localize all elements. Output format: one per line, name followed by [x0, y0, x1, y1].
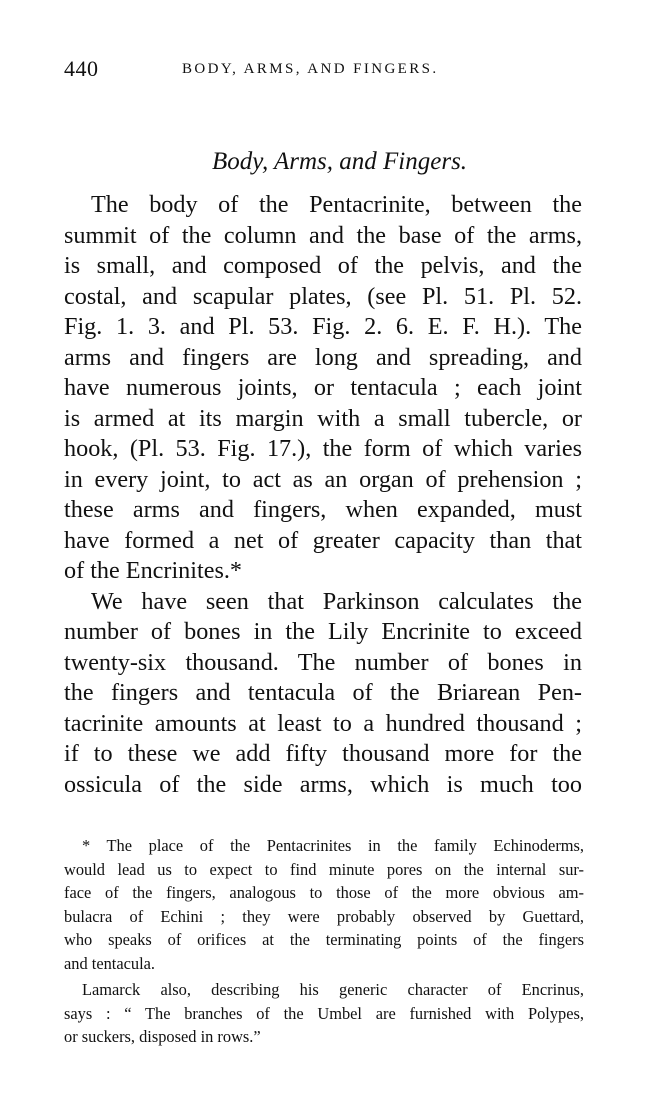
text-line: have formed a net of greater capacity than that: [64, 526, 582, 554]
footnotes: [64, 834, 584, 1049]
text-line: We have seen that Parkinson calculates the: [91, 587, 582, 615]
footnote-line: or suckers, disposed in rows.”: [64, 1027, 261, 1046]
footnote-line: face of the fingers, analogous to those of the more obvious am-: [64, 883, 584, 902]
text-line: is small, and composed of the pelvis, and the: [64, 252, 582, 279]
text-line: these arms and fingers, when expanded, must: [64, 496, 582, 523]
footnote-line: who speaks of orifices at the terminating points of the fingers: [64, 930, 584, 949]
text-line: hook, (Pl. 53. Fig. 17.), the form of which varies: [64, 435, 582, 462]
text-line: costal, and scapular plates, (see Pl. 51. Pl. 52.: [64, 282, 582, 310]
text-line: have numerous joints, or tentacula ; each joint: [64, 374, 582, 401]
text-line: summit of the column and the base of the arms,: [64, 221, 582, 249]
text-line: if to these we add fifty thousand more for the: [64, 740, 582, 767]
section-title: Body, Arms, and Fingers.: [211, 148, 468, 175]
text-line: The body of the Pentacrinite, between the: [91, 191, 582, 218]
footnote-line: and tentacula.: [64, 953, 156, 973]
text-line: arms and fingers are long and spreading, and: [64, 343, 582, 371]
footnote-line: bulacra of Echini ; they were probably observed by Guettard,: [64, 906, 584, 926]
text-line: in every joint, to act as an organ of prehension ;: [64, 465, 582, 493]
text-line: tacrinite amounts at least to a hundred thousand ;: [64, 709, 582, 737]
running-head: BODY, ARMS, AND FINGERS.: [182, 61, 439, 77]
footnote-line: Lamarck also, describing his generic character of Encrinus,: [82, 980, 584, 999]
footnote-line: would lead us to expect to find minute pores on the internal sur-: [64, 859, 584, 879]
text-line: ossicula of the side arms, which is much too: [64, 770, 582, 798]
footnote-line: * The place of the Pentacrinites in the family Echinoderms,: [82, 836, 584, 855]
main-text: [64, 190, 582, 800]
text-line: twenty-six thousand. The number of bones in: [64, 648, 582, 676]
text-line: of the Encrinites.*: [64, 557, 242, 584]
text-line: is armed at its margin with a small tubercle, or: [64, 404, 582, 432]
text-line: number of bones in the Lily Encrinite to exceed: [64, 618, 582, 645]
text-line: the fingers and tentacula of the Briarean Pen-: [64, 679, 582, 706]
footnote-line: says : “ The branches of the Umbel are furnished with Polypes,: [64, 1003, 584, 1023]
text-line: Fig. 1. 3. and Pl. 53. Fig. 2. 6. E. F. H.). The: [64, 313, 582, 340]
page-number: 440: [64, 56, 99, 81]
